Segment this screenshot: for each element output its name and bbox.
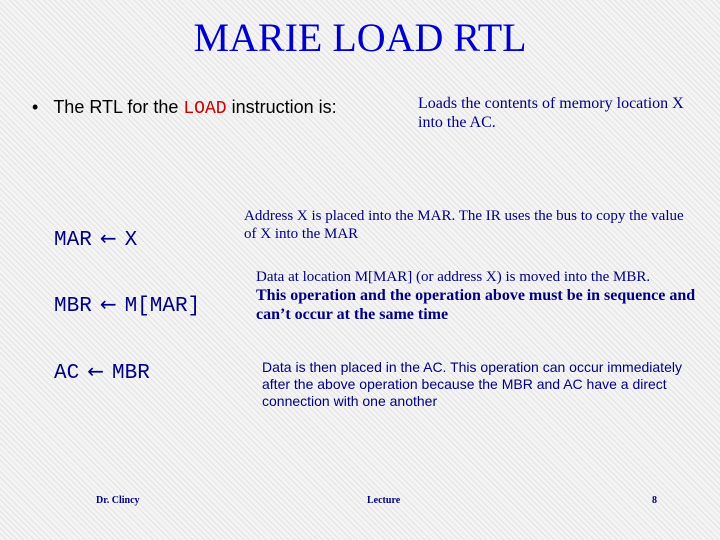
rtl-step-ac bbox=[54, 359, 150, 385]
load-description-note: Loads the contents of memory location X into the AC. bbox=[418, 95, 684, 131]
footer-page-number: 8 bbox=[652, 495, 657, 506]
rtl-step-mar bbox=[54, 226, 137, 252]
bullet-prefix: The RTL for the bbox=[53, 97, 184, 117]
bullet-marker: • bbox=[32, 97, 54, 117]
slide-title: MARIE LOAD RTL bbox=[193, 15, 527, 60]
footer-lecture: Lecture bbox=[367, 495, 401, 506]
rtl-source: MBR bbox=[111, 362, 150, 385]
rtl-source: M[MAR] bbox=[124, 295, 201, 318]
mbr-note-line: Data at location M[MAR] (or address X) is moved into the MBR. bbox=[256, 269, 651, 285]
bullet-suffix: instruction is: bbox=[226, 97, 337, 117]
load-code: LOAD bbox=[183, 99, 227, 119]
rtl-step-mbr bbox=[54, 292, 200, 318]
left-arrow-icon: ← bbox=[99, 292, 117, 316]
left-arrow-icon: ← bbox=[99, 226, 117, 250]
mbr-note-emphasis: This operation and the operation above must be in sequence and can’t occur at the same time bbox=[256, 287, 696, 323]
left-arrow-icon: ← bbox=[87, 359, 104, 383]
footer-author: Dr. Clincy bbox=[96, 495, 140, 506]
ac-step-note: Data is then placed in the AC. This operation can occur immediately after the above operation because the MBR and AC have a direct connection with one another bbox=[262, 359, 682, 409]
rtl-dest: MBR bbox=[54, 295, 92, 318]
rtl-dest: AC bbox=[54, 362, 80, 385]
rtl-dest: MAR bbox=[54, 229, 92, 252]
mbr-step-note bbox=[256, 268, 706, 324]
mar-step-note: Address X is placed into the MAR. The IR uses the bus to copy the value of X into the MAR bbox=[244, 208, 684, 242]
rtl-source: X bbox=[124, 229, 138, 252]
bullet-rtl-intro bbox=[32, 97, 337, 119]
